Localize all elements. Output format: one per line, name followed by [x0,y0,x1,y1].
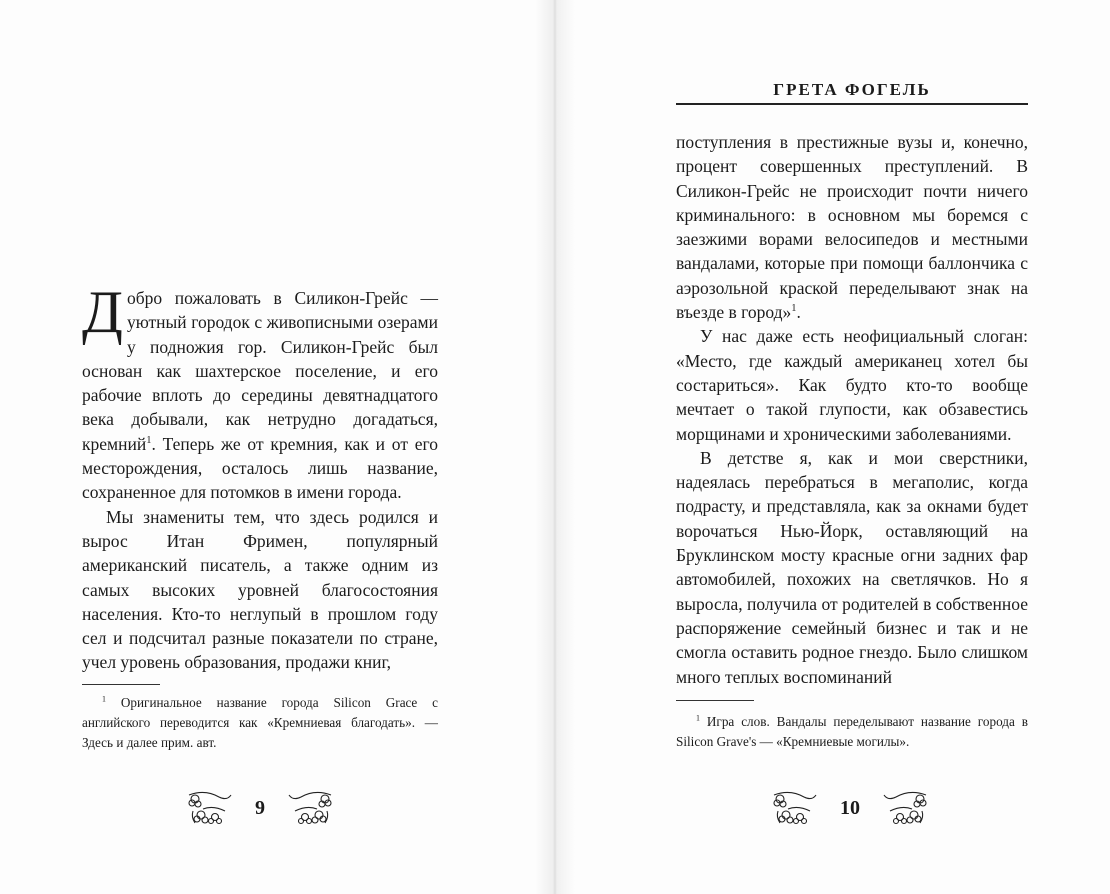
left-paragraph-1: Добро пожаловать в Силикон-Грейс — уютный городок с живописными озерами у подножия гор. Силикон-Грейс был основан как шахтерское поселение, и его рабочие вплоть до середины девятнадцатого века добывали, как нетрудно догадаться, кремний$^1$. Теперь же от кремния, как и от его месторождения, осталось лишь название, сохраненное для потомков в имени города. [82,279,438,503]
footnote-divider [82,684,160,685]
page-number: 10 [840,796,860,819]
running-head-rule [676,103,1028,105]
floral-ornament-icon [770,787,818,829]
left-body-text [82,279,438,675]
page-number: 9 [255,796,265,819]
right-folio [755,786,945,830]
right-body-text [676,130,1028,689]
left-paragraph-2: Мы знамениты тем, что здесь родился и вырос Итан Фримен, популярный американский писатель, а также одним из самых высоких уровней благосостояния населения. Кто-то неглупый в прошлом году сел и подсчитал разные показатели по стране, учел уровень образования, продажи книг, [82,506,438,673]
right-paragraph-1: поступления в престижные вузы и, конечно, процент совершенных преступлений. В Силикон-Грейс не происходит почти ничего криминального: в основном мы боремся с заезжими ворами велосипедов и местными вандалами, которые при помощи баллончика с аэрозольной краской переделывают знак на въезде в город»$^1$. [676,132,1028,323]
right-paragraph-2: У нас даже есть неофициальный слоган: «Место, где каждый американец хотел бы состариться». Как будто кто-то вообще мечтает о такой глупости, как обзавестись морщинами и хроническими заболеваниями. [676,326,1028,444]
right-footnote: $^1$ Игра слов. Вандалы переделывают название города в Silicon Grave's — «Кремниевые могилы». [676,713,1029,749]
right-paragraph-3: В детстве я, как и мои сверстники, надеялась перебраться в мегаполис, когда подрасту, и представляла, как за окнами будет ворочаться Нью-Йорк, оставляющий на Бруклинском мосту красные огни задних фар автомобилей, похожих на светлячков. Но я выросла, получила от родителей в собственное распоряжение семейный бизнес и так и не смогла оставить родное гнездо. Было слишком много теплых воспоминаний [676,447,1028,687]
footnote-divider [676,700,754,701]
left-footnote: $^1$ Оригинальное название города Silicon Grace с английского переводится как «Кремниевая благодать». — Здесь и далее прим. авт. [82,694,438,750]
footnote-ref: 1 [146,434,152,446]
book-gutter [535,0,575,894]
left-folio [165,786,355,830]
drop-cap: Д [82,279,123,345]
floral-ornament-icon [185,787,233,829]
running-head: ГРЕТА ФОГЕЛЬ [773,80,931,99]
floral-ornament-icon [287,787,335,829]
footnote-ref: 1 [791,303,797,315]
floral-ornament-icon [882,787,930,829]
